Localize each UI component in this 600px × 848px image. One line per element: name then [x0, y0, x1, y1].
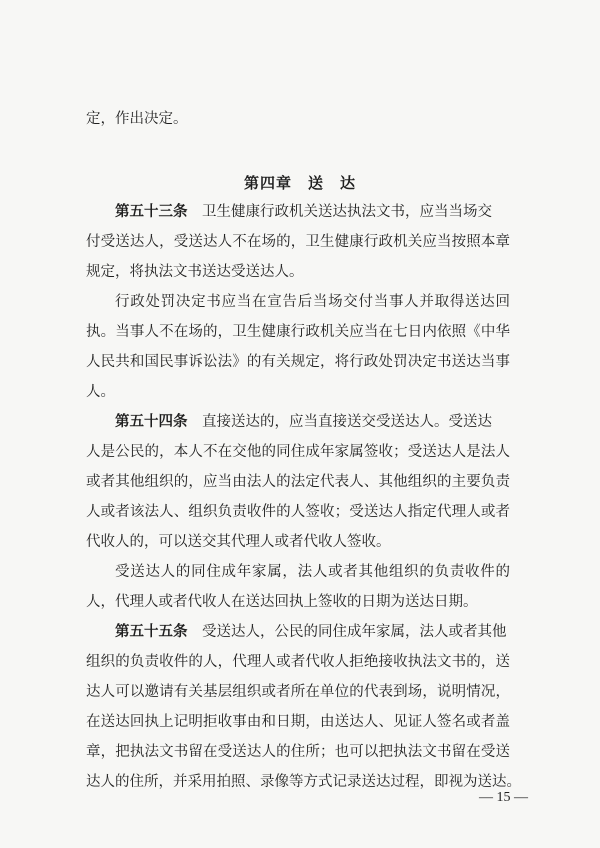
article-54-line [115, 412, 600, 432]
text-fragment: 卫生健康行政机关送达执法文书，应当当场交 [202, 204, 492, 220]
article-heading: 第五十五条 [115, 623, 188, 640]
text-line: 受送达人的同住成年家属，法人或者其他组织的负责收件的 [115, 564, 510, 580]
text-line: 执。当事人不在场的，卫生健康行政机关应当在七日内依照《中华 [86, 324, 510, 340]
article-heading: 第五十四条 [115, 413, 188, 430]
article-55-line [115, 622, 600, 642]
article-53-line [115, 202, 600, 222]
page-number: — 15 — [479, 790, 528, 805]
text-line: 在送达回执上记明拒收事由和日期，由送达人、见证人签名或者盖 [86, 714, 510, 730]
text-fragment: 受送达人，公民的同住成年家属，法人或者其他 [202, 624, 507, 640]
text-line: 人，代理人或者代收人在送达回执上签收的日期为送达日期。 [86, 594, 478, 610]
text-line: 章，把执法文书留在受送达人的住所；也可以把执法文书留在受送 [86, 744, 510, 760]
text-line: 人。 [86, 384, 115, 400]
text-line: 人或者该法人、组织负责收件的人签收；受送达人指定代理人或者 [86, 504, 510, 520]
text-line: 付受送达人，受送达人不在场的，卫生健康行政机关应当按照本章 [86, 234, 510, 250]
text-line: 定，作出决定。 [86, 111, 188, 127]
text-line: 达人可以邀请有关基层组织或者所在单位的代表到场，说明情况， [86, 684, 510, 700]
text-line: 规定，将执法文书送达受送达人。 [86, 264, 304, 280]
text-line: 行政处罚决定书应当在宣告后当场交付当事人并取得送达回 [115, 294, 510, 310]
chapter-title: 第四章 送 达 [243, 174, 356, 192]
text-line: 达人的住所，并采用拍照、录像等方式记录送达过程，即视为送达。 [86, 774, 521, 790]
text-line: 或者其他组织的，应当由法人的法定代表人、其他组织的主要负责 [86, 474, 510, 490]
text-fragment: 直接送达的，应当直接送交受送达人。受送达 [202, 414, 492, 430]
text-line: 组织的负责收件的人，代理人或者代收人拒绝接收执法文书的，送 [86, 654, 510, 670]
text-line: 人民共和国民事诉讼法》的有关规定，将行政处罚决定书送达当事 [86, 354, 510, 370]
text-line: 代收人的，可以送交其代理人或者代收人签收。 [86, 534, 391, 550]
text-line: 人是公民的，本人不在交他的同住成年家属签收；受送达人是法人 [86, 444, 510, 460]
article-heading: 第五十三条 [115, 203, 188, 220]
